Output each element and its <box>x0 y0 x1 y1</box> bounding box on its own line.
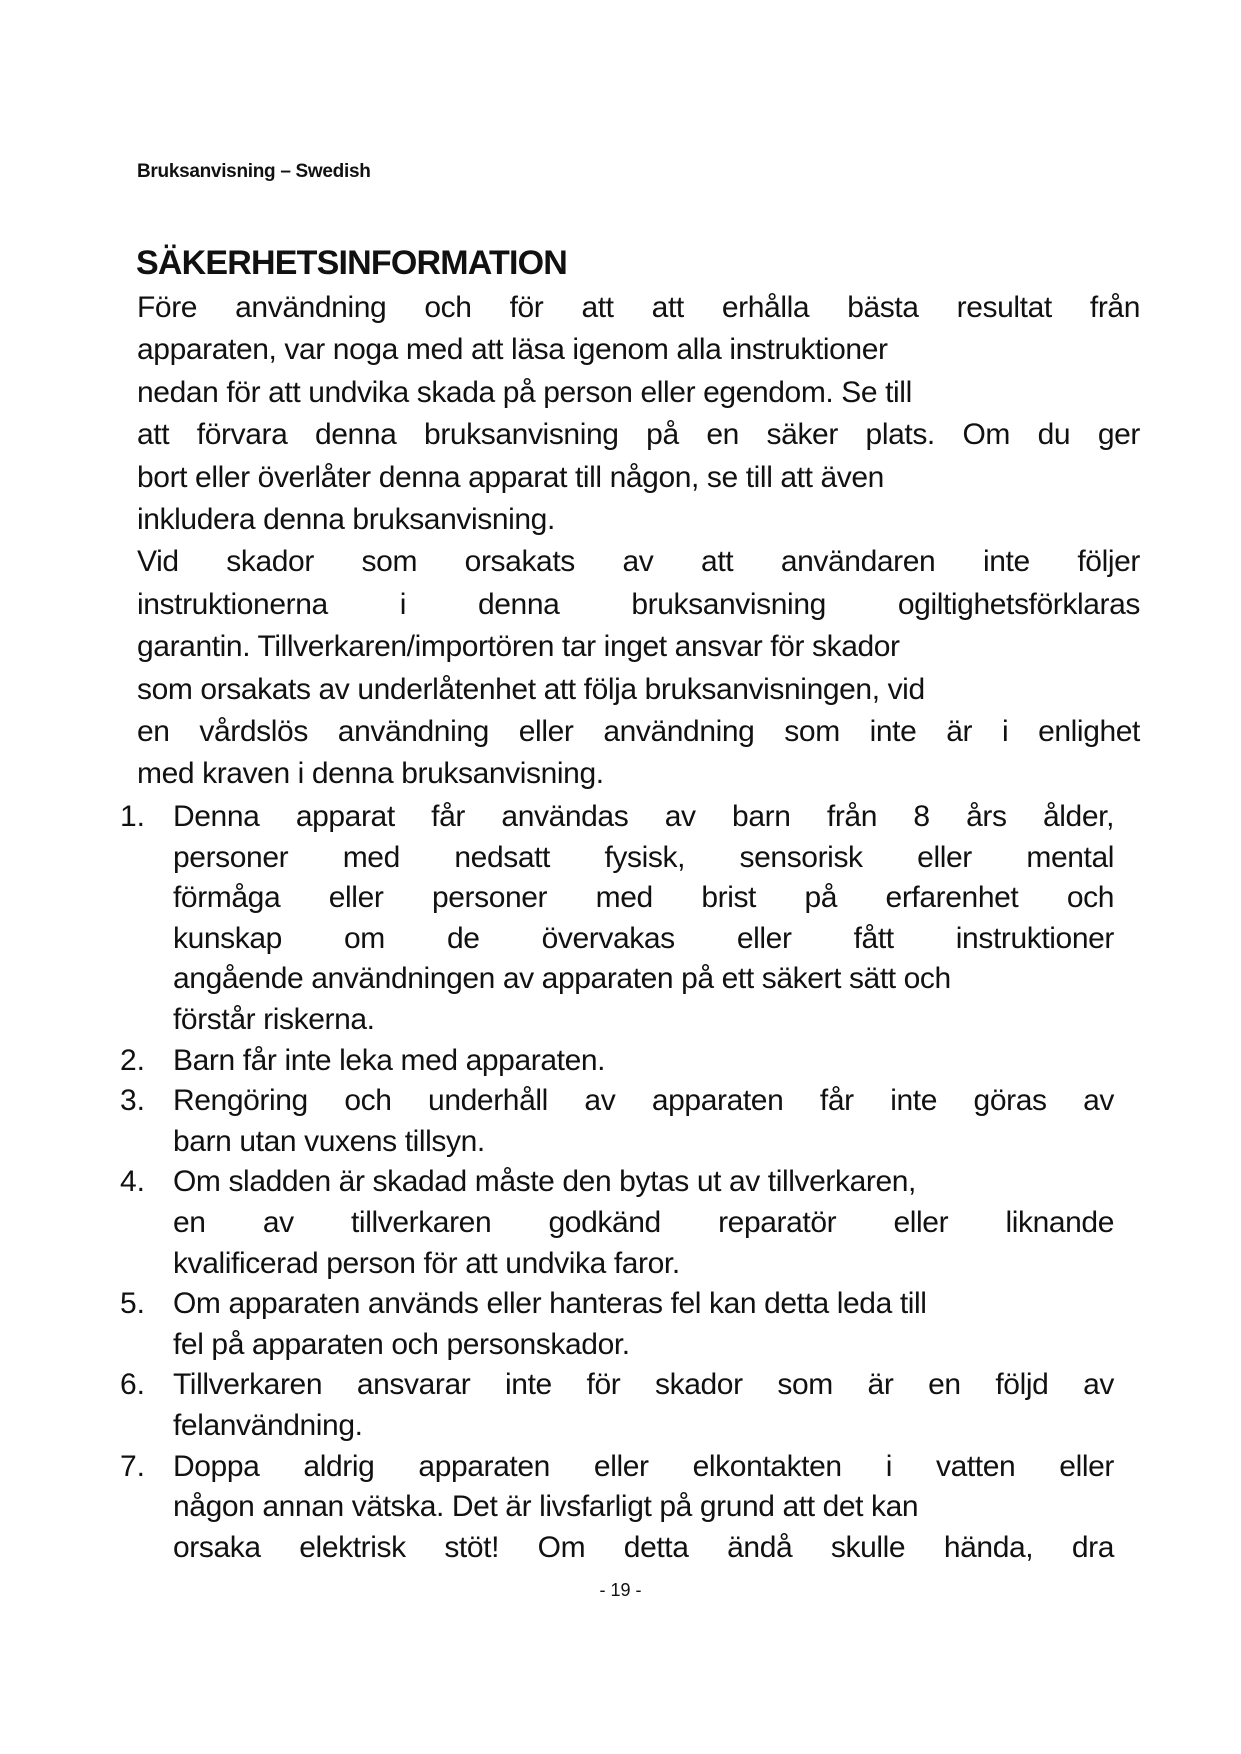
section-title: SÄKERHETSINFORMATION <box>136 244 568 282</box>
list-number: 1. <box>120 800 146 833</box>
list-number: 3. <box>120 1084 146 1118</box>
list-item-line: fel på apparaten och personskador. <box>173 1327 630 1361</box>
list-item-line: orsaka elektrisk stöt! Om detta ändå skulle hända, dra <box>173 1530 1114 1564</box>
list-item-line: någon annan vätska. Det är livsfarligt på grund att det kan <box>173 1490 919 1524</box>
list-item-line: Denna apparat får användas av barn från 8 års ålder, <box>173 800 1114 833</box>
paragraph-line: bort eller överlåter denna apparat till någon, se till att även <box>137 460 884 494</box>
list-item-line: angående användningen av apparaten på ett säkert sätt och <box>173 962 951 996</box>
list-item-line: kvalificerad person för att undvika faror. <box>173 1246 680 1280</box>
paragraph-line: inkludera denna bruksanvisning. <box>137 503 555 536</box>
paragraph-line: med kraven i denna bruksanvisning. <box>137 757 604 791</box>
list-item-line: personer med nedsatt fysisk, sensorisk eller mental <box>173 840 1114 874</box>
list-item-line: Om sladden är skadad måste den bytas ut av tillverkaren, <box>173 1165 916 1199</box>
list-item-line: förmåga eller personer med brist på erfarenhet och <box>173 881 1114 915</box>
paragraph-line: Vid skador som orsakats av att användaren inte följer <box>137 545 1140 579</box>
list-item-line: Rengöring och underhåll av apparaten får inte göras av <box>173 1084 1114 1118</box>
list-item-line: Barn får inte leka med apparaten. <box>173 1043 606 1077</box>
paragraph-line: Före användning och för att att erhålla bästa resultat från <box>137 291 1140 324</box>
list-number: 5. <box>120 1287 146 1321</box>
paragraph-line: garantin. Tillverkaren/importören tar inget ansvar för skador <box>137 630 900 664</box>
paragraph-line: apparaten, var noga med att läsa igenom alla instruktioner <box>137 333 888 367</box>
list-item-line: kunskap om de övervakas eller fått instruktioner <box>173 921 1114 955</box>
list-item-line: Doppa aldrig apparaten eller elkontakten i vatten eller <box>173 1449 1114 1483</box>
list-number: 4. <box>120 1165 146 1199</box>
page-header: Bruksanvisning – Swedish <box>137 161 371 182</box>
list-item-line: förstår riskerna. <box>173 1003 375 1036</box>
paragraph-line: att förvara denna bruksanvisning på en säker plats. Om du ger <box>137 418 1140 452</box>
list-number: 7. <box>120 1449 146 1483</box>
paragraph-line: nedan för att undvika skada på person eller egendom. Se till <box>137 375 912 409</box>
paragraph-line: som orsakats av underlåtenhet att följa bruksanvisningen, vid <box>137 672 925 706</box>
paragraph-line: en vårdslös användning eller användning som inte är i enlighet <box>137 715 1140 748</box>
list-item-line: en av tillverkaren godkänd reparatör eller liknande <box>173 1206 1114 1239</box>
list-number: 2. <box>120 1043 146 1077</box>
list-item-line: felanvändning. <box>173 1409 363 1442</box>
page-number: - 19 - <box>599 1580 642 1600</box>
paragraph-line: instruktionerna i denna bruksanvisning ogiltighetsförklaras <box>137 587 1140 621</box>
list-number: 6. <box>120 1368 146 1402</box>
list-item-line: barn utan vuxens tillsyn. <box>173 1124 485 1158</box>
list-item-line: Om apparaten används eller hanteras fel kan detta leda till <box>173 1287 927 1321</box>
list-item-line: Tillverkaren ansvarar inte för skador som är en följd av <box>173 1368 1114 1402</box>
